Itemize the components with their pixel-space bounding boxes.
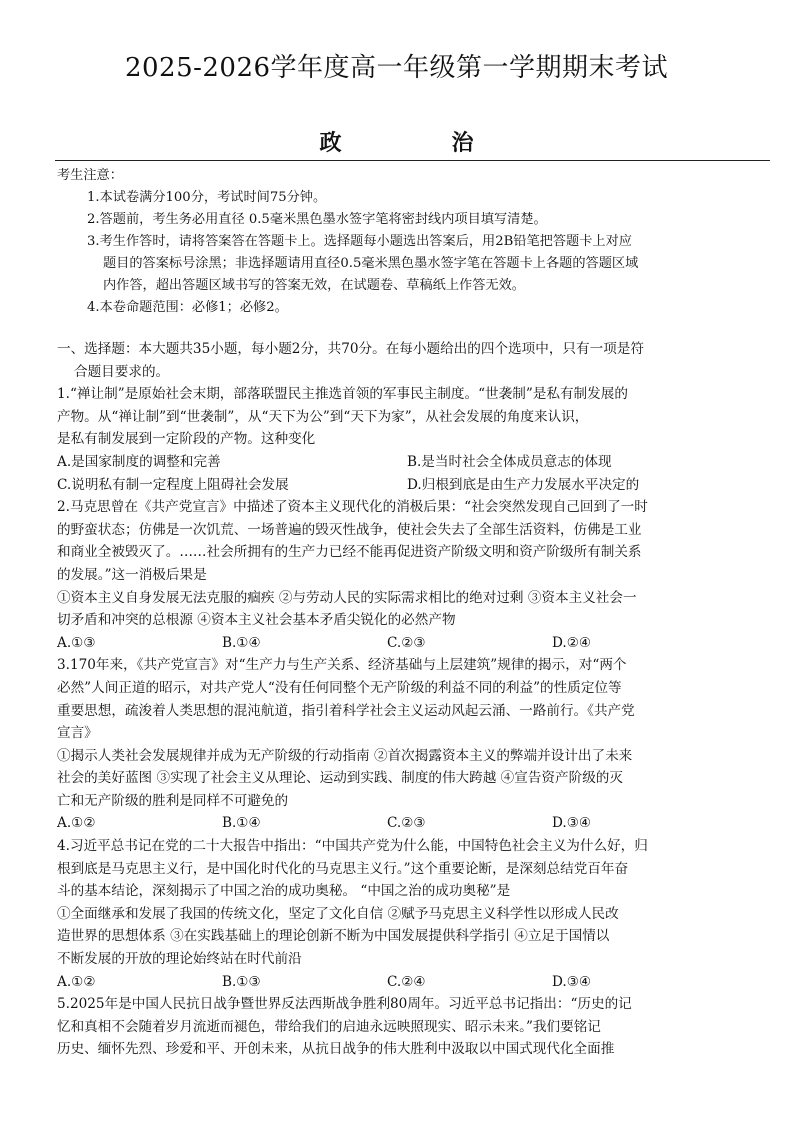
option-a: A.①②	[57, 815, 96, 832]
option-d: D.归根到底是由生产力发展水平决定的	[407, 476, 640, 493]
option-d: D.②④	[552, 634, 592, 651]
choice-line: 切矛盾和冲突的总根源 ④资本主义社会基本矛盾尖锐化的必然产物	[57, 612, 456, 629]
question-line: 忆和真相不会随着岁月流逝而褪色，带给我们的启迪永远映照现实、昭示未来。”我们要铭记	[57, 1018, 601, 1035]
question-line: 的野蛮状态；仿佛是一次饥荒、一场普遍的毁灭性战争，使社会失去了全部生活资料，仿佛是工业	[57, 521, 642, 538]
option-d: D.③④	[552, 815, 592, 832]
candidate-notice	[57, 165, 757, 319]
notice-heading: 考生注意：	[57, 168, 123, 183]
question-line: 3.170年来，《共产党宣言》对“生产力与生产关系、经济基础与上层建筑”规律的揭示，对“两个	[57, 657, 627, 674]
question-line: 5.2025年是中国人民抗日战争暨世界反法西斯战争胜利80周年。习近平总书记指出：“历史的记	[57, 996, 632, 1013]
choice-line: 社会的美好蓝图 ③实现了社会主义从理论、运动到实践、制度的伟大跨越 ④宣告资产阶级的灭	[57, 770, 623, 787]
option-b: B.是当时社会全体成员意志的体现	[407, 453, 612, 470]
choice-line: ①全面继承和发展了我国的传统文化，坚定了文化自信 ②赋予马克思主义科学性以形成人民改	[57, 905, 619, 922]
question-line: 2.马克思曾在《共产党宣言》中描述了资本主义现代化的消极后果：“社会突然发现自己回到了一时	[57, 499, 648, 516]
choice-line: 不断发展的开放的理论始终站在时代前沿	[57, 951, 302, 968]
exam-title: 2025-2026学年度高一年级第一学期期末考试	[124, 53, 669, 83]
options-row	[57, 971, 757, 994]
option-c: C.②④	[387, 973, 426, 990]
subject-title: 政治	[319, 130, 584, 156]
option-c: C.②③	[387, 815, 426, 832]
question-line: 宣言》	[57, 725, 98, 742]
section-heading-continuation: 合题目要求的。	[74, 363, 170, 380]
question-line: 的发展。”这一消极后果是	[57, 566, 207, 583]
question-3	[57, 654, 757, 835]
notice-item: 4.本卷命题范围：必修1；必修2。	[87, 300, 288, 315]
header-divider	[55, 160, 770, 161]
option-b: B.①④	[222, 815, 261, 832]
options-row	[57, 451, 757, 474]
question-5	[57, 993, 757, 1061]
question-line: 和商业全被毁灭了。……社会所拥有的生产力已经不能再促进资产阶级文明和资产阶级所有制关系	[57, 544, 642, 561]
notice-item: 2.答题前，考生务必用直径 0.5毫米黑色墨水签字笔将密封线内项目填写清楚。	[87, 212, 547, 227]
option-b: B.①④	[222, 634, 261, 651]
options-row	[57, 812, 757, 835]
option-a: A.是国家制度的调整和完善	[57, 453, 221, 470]
option-c: C.②③	[387, 634, 426, 651]
option-d: D.③④	[552, 973, 592, 990]
notice-item: 1.本试卷满分100分，考试时间75分钟。	[87, 190, 327, 205]
question-line: 是私有制发展到一定阶段的产物。这种变化	[57, 431, 316, 448]
notice-item-continuation: 题目的答案标号涂黑；非选择题请用直径0.5毫米黑色墨水签字笔在答题卡上各题的答题区域	[103, 256, 639, 271]
question-line: 根到底是马克思主义行，是中国化时代化的马克思主义行。”这个重要论断，是深刻总结党百年奋	[57, 860, 629, 877]
option-a: A.①②	[57, 973, 96, 990]
question-line: 历史、缅怀先烈、珍爱和平、开创未来，从抗日战争的伟大胜利中汲取以中国式现代化全面推	[57, 1041, 615, 1058]
choice-line: 亡和无产阶级的胜利是同样不可避免的	[57, 792, 289, 809]
question-4	[57, 835, 757, 993]
section-choice	[57, 338, 757, 1061]
options-row	[57, 474, 757, 497]
choice-line: 造世界的思想体系 ③在实践基础上的理论创新不断为中国发展提供科学指引 ④立足于国情以	[57, 928, 610, 945]
section-heading: 一、选择题：本大题共35小题，每小题2分，共70分。在每小题给出的四个选项中，只有一项是符	[57, 341, 644, 357]
notice-item-text: 3.考生作答时，请将答案答在答题卡上。选择题每小题选出答案后，用2B铅笔把答题卡上对应	[87, 234, 632, 249]
question-line: 斗的基本结论，深刻揭示了中国之治的成功奥秘。 “中国之治的成功奥秘”是	[57, 883, 511, 900]
option-b: B.①③	[222, 973, 261, 990]
question-2	[57, 496, 757, 654]
question-line: 4.习近平总书记在党的二十大报告中指出：“中国共产党为什么能，中国特色社会主义为什么好，归	[57, 838, 648, 855]
options-row	[57, 632, 757, 655]
question-line: 1.“禅让制”是原始社会末期，部落联盟民主推选首领的军事民主制度。“世袭制”是私有制发展的	[57, 386, 628, 403]
question-line: 产物。从“禅让制”到“世袭制”，从“天下为公”到“天下为家”，从社会发展的角度来认识，	[57, 408, 589, 425]
notice-item-continuation: 内作答，超出答题区域书写的答案无效，在试题卷、草稿纸上作答无效。	[103, 278, 525, 293]
choice-line: ①资本主义自身发展无法克服的痼疾 ②与劳动人民的实际需求相比的绝对过剩 ③资本主义社会一	[57, 589, 637, 606]
question-line: 必然”人间正道的昭示，对共产党人“没有任何同整个无产阶级的利益不同的利益”的性质定位等	[57, 679, 622, 696]
question-line: 重要思想，疏浚着人类思想的混沌航道，指引着科学社会主义运动风起云涌、一路前行。《共产党	[57, 702, 635, 719]
notice-item	[57, 231, 757, 297]
choice-line: ①揭示人类社会发展规律并成为无产阶级的行动指南 ②首次揭露资本主义的弊端并设计出了未来	[57, 747, 633, 764]
option-c: C.说明私有制一定程度上阻碍社会发展	[57, 476, 289, 493]
question-1	[57, 383, 757, 496]
option-a: A.①③	[57, 634, 96, 651]
